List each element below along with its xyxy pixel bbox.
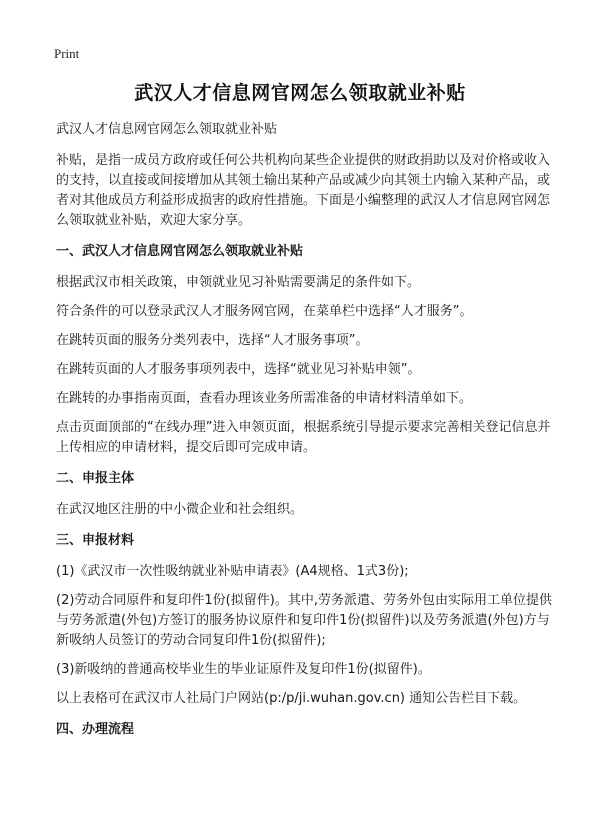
section3-paragraph: 以上表格可在武汉市人社局门户网站(p:/p/ji.wuhan.gov.cn) 通知公告栏目下载。 — [56, 691, 527, 706]
intro-paragraph: 补贴，是指一成员方政府或任何公共机构向某些企业提供的财政捐助以及对价格或收入的支持，以直接或间接增加从其领土输出某种产品或减少向其领土内输入某种产品，或者对其他成员方利益形成损害的政府性措施。下面是小编整理的武汉人才信息网官网怎么领取就业补贴，欢迎大家分享。 — [56, 153, 551, 228]
section1-paragraph: 在跳转页面的服务分类列表中，选择“人才服务事项”。 — [56, 333, 369, 348]
section1-paragraph: 在跳转页面的人才服务事项列表中，选择“就业见习补贴申领”。 — [56, 362, 421, 377]
article-subtitle: 武汉人才信息网官网怎么领取就业补贴 — [56, 122, 278, 137]
section3-paragraph: (2)劳动合同原件和复印件1份(拟留件)。其中,劳务派遣、劳务外包由实际用工单位提供与劳务派遣(外包)方签订的服务协议原件和复印件1份(拟留件)以及劳务派遣(外包)方与新吸纳人员签订的劳动合同复印件1份(拟留件); — [56, 593, 552, 648]
section1-paragraph: 点击页面顶部的“在线办理”进入申领页面，根据系统引导提示要求完善相关登记信息并上传相应的申请材料，提交后即可完成申请。 — [56, 420, 551, 455]
section-heading-4: 四、办理流程 — [56, 722, 135, 737]
section-heading-1: 一、武汉人才信息网官网怎么领取就业补贴 — [56, 244, 304, 259]
section3-paragraph: (1)《武汉市一次性吸纳就业补贴申请表》(A4规格、1式3份); — [56, 564, 409, 579]
section1-paragraph: 在跳转的办事指南页面，查看办理该业务所需准备的申请材料清单如下。 — [56, 391, 473, 406]
section1-paragraph: 符合条件的可以登录武汉人才服务网官网，在菜单栏中选择“人才服务”。 — [56, 304, 473, 319]
article-body — [56, 120, 556, 751]
section1-paragraph: 根据武汉市相关政策，申领就业见习补贴需要满足的条件如下。 — [56, 275, 421, 290]
section2-paragraph: 在武汉地区注册的中小微企业和社会组织。 — [56, 502, 304, 517]
section-heading-2: 二、申报主体 — [56, 471, 135, 486]
print-link[interactable]: Print — [54, 46, 80, 61]
section-heading-3: 三、申报材料 — [56, 533, 135, 548]
section3-paragraph: (3)新吸纳的普通高校毕业生的毕业证原件及复印件1份(拟留件)。 — [56, 662, 431, 677]
page-title: 武汉人才信息网官网怎么领取就业补贴 — [134, 82, 466, 104]
